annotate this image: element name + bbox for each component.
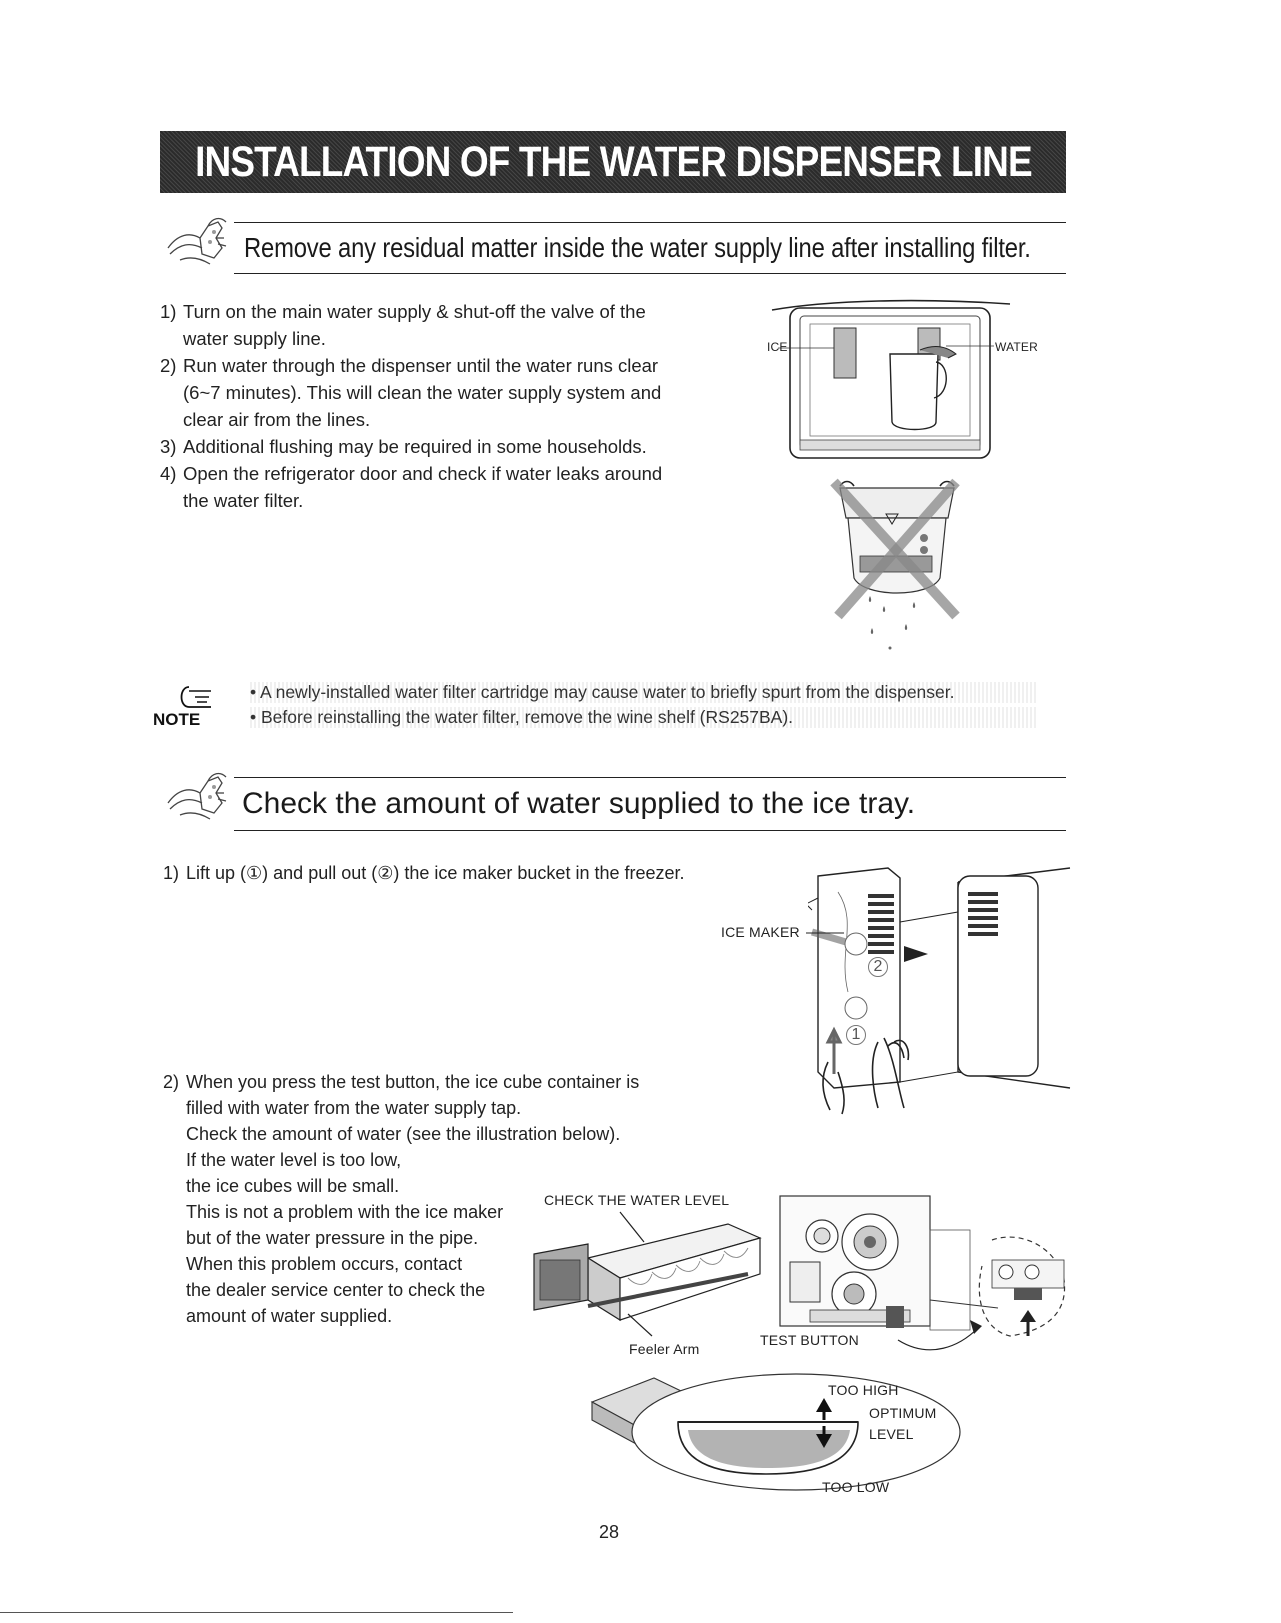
section1-step-3: 3) Additional flushing may be required in some households.	[160, 436, 647, 457]
ice-maker-bucket-illustration	[808, 862, 1073, 1150]
label-ice-maker: ICE MAKER	[721, 924, 800, 940]
note-hand-icon	[177, 685, 217, 709]
section2-bottom-rule	[234, 830, 1066, 831]
label-ice: ICE	[767, 340, 788, 354]
marker-1: 1	[846, 1025, 866, 1045]
note-item-2: • Before reinstalling the water filter, remove the wine shelf (RS257BA).	[250, 707, 1038, 728]
section2-title: Check the amount of water supplied to the ice tray.	[242, 787, 916, 820]
ice-tray-illustration	[528, 1208, 768, 1338]
pointing-hand-icon-2	[160, 763, 232, 827]
label-level: LEVEL	[869, 1426, 914, 1442]
page-number: 28	[599, 1522, 620, 1542]
section1-title: Remove any residual matter inside the water supply line after installing filter.	[244, 232, 1031, 263]
note-item-1: • A newly-installed water filter cartridge may cause water to briefly spurt from the dispenser.	[250, 682, 1038, 703]
label-feeler-arm: Feeler Arm	[629, 1341, 700, 1357]
dispenser-illustration	[770, 294, 1020, 464]
note-label: NOTE	[153, 710, 201, 729]
label-too-low: TOO LOW	[822, 1479, 890, 1495]
label-too-high: TOO HIGH	[828, 1382, 899, 1398]
label-check-water-level: CHECK THE WATER LEVEL	[544, 1192, 730, 1208]
label-optimum: OPTIMUM	[869, 1405, 937, 1421]
section1-step-2: 2) Run water through the dispenser until the water runs clear (6~7 minutes). This will clean the water supply system and clear air from the lines.	[160, 355, 662, 430]
section1-bottom-rule	[234, 273, 1066, 274]
section2-top-rule	[234, 777, 1066, 778]
marker-2: 2	[868, 957, 888, 977]
section1-top-rule	[234, 222, 1066, 223]
bottom-rule	[0, 1612, 513, 1613]
section2-step-2: 2) When you press the test button, the ice cube container is filled with water from the water supply tap. Check the amount of water (see the illustration below). If the water level is too low, the ice cubes will be small. This is not a problem with the ice maker but of the water pressure in the pipe. When this problem occurs, contact the dealer service center to check the amount of water supplied.	[163, 1072, 640, 1326]
label-test-button: TEST BUTTON	[760, 1332, 859, 1348]
water-filter-crossed-illustration	[830, 478, 980, 656]
page-banner	[160, 131, 1066, 193]
banner-title: INSTALLATION OF THE WATER DISPENSER LINE	[194, 137, 1032, 186]
label-water: WATER	[995, 340, 1038, 354]
pointing-hand-icon	[160, 208, 232, 272]
section1-step-4: 4) Open the refrigerator door and check if water leaks around the water filter.	[160, 463, 663, 511]
ice-maker-mechanism-illustration	[770, 1190, 1070, 1380]
section1-step-1: 1) Turn on the main water supply & shut-off the valve of the water supply line.	[160, 301, 646, 349]
section2-step-1: 1) Lift up (①) and pull out (②) the ice maker bucket in the freezer.	[163, 863, 685, 883]
ice-maker-leader-line	[806, 926, 844, 940]
